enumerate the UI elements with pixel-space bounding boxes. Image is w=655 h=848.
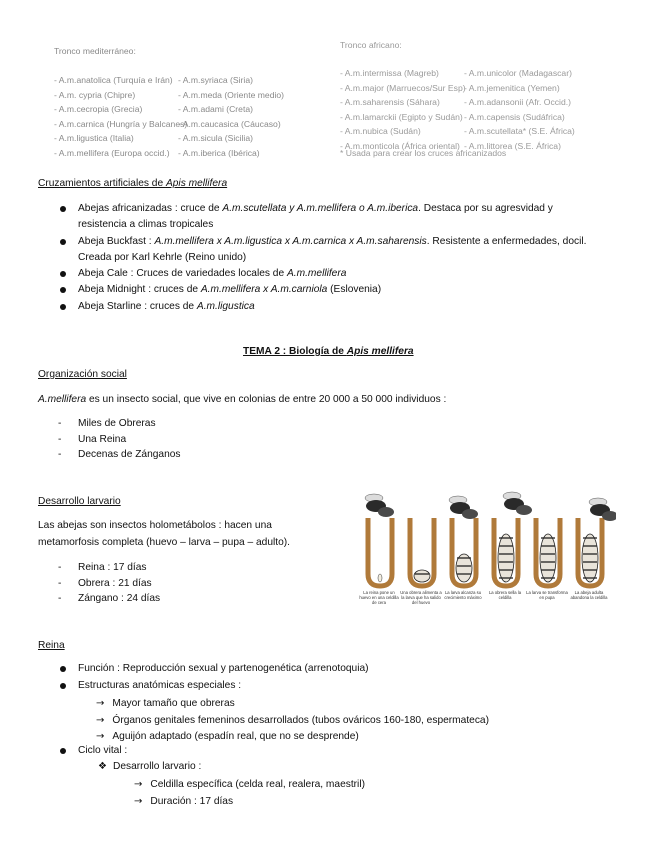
development-time-item: - Zángano : 24 días	[58, 591, 160, 607]
arrow-bullet-icon: →	[96, 698, 105, 709]
bullet-dot-icon	[60, 304, 66, 310]
larva-stage	[540, 534, 556, 582]
subspecies-entry: - A.m.littorea (S.E. África)	[464, 140, 561, 151]
cruce-item: Creada por Karl Kehrle (Reino unido)	[78, 251, 247, 263]
cruce-item: Abeja Buckfast : A.m.mellifera x A.m.ligustica x A.m.carnica x A.m.saharensis. Resistente a enfermedades, docil.	[60, 234, 630, 250]
desarrollo-list	[58, 560, 160, 607]
stage-caption: Una obrera alimenta a la larva que ha salido del huevo	[400, 590, 442, 605]
african-title: Tronco africano:	[340, 40, 402, 50]
subspecies-entry: - A.m.adansonii (Afr. Occid.)	[464, 97, 571, 108]
stage-caption: La abeja adulta abandona la celdilla	[570, 590, 608, 600]
stage-caption: La larva se transforma en pupa	[526, 590, 568, 600]
caste-item: - Decenas de Zánganos	[58, 447, 181, 463]
subspecies-entry: - A.m.caucasica (Cáucaso)	[178, 118, 281, 129]
desarrollo-text2: metamorfosis completa (huevo – larva – pupa – adulto).	[38, 537, 290, 548]
arrow-bullet-icon: →	[134, 795, 143, 807]
stage-caption: La larva alcanza su crecimiento máximo	[444, 590, 482, 600]
reina-heading: Reina	[38, 640, 65, 651]
reina-subsub-list	[134, 777, 365, 810]
reina-feature-item: → Mayor tamaño que obreras	[96, 698, 235, 709]
subspecies-entry: - A.m.adami (Creta)	[178, 104, 253, 115]
reina-feature-item: → Aguijón adaptado (espadín real, que no se desprende)	[96, 731, 359, 742]
development-time-item: - Reina : 17 días	[58, 560, 160, 576]
bullet-dot-icon	[60, 287, 66, 293]
stage-caption: La reina pone un huevo en una celdilla de cera	[359, 590, 399, 605]
subspecies-entry: - A.m.sicula (Sicilia)	[178, 133, 253, 144]
reina-feature-item: → Órganos genitales femeninos desarrollados (tubos ováricos 160-180, espermateca)	[96, 714, 489, 726]
subspecies-entry: - A.m.monticola (África oriental)	[340, 140, 460, 151]
reina-cell-item: → Duración : 17 días	[134, 795, 234, 807]
subspecies-entry: - A.m.anatolica (Turquía e Irán)	[54, 75, 173, 85]
organizacion-heading: Organización social	[38, 369, 127, 380]
cruces-list	[60, 201, 630, 315]
subspecies-entry: - A.m.meda (Oriente medio)	[178, 89, 285, 100]
african-col-b	[464, 66, 594, 154]
bullet-dot-icon	[60, 271, 66, 277]
dash-bullet-icon: -	[58, 433, 62, 445]
arrow-bullet-icon: →	[96, 731, 105, 742]
reina-estructuras: Estructuras anatómicas especiales :	[60, 680, 241, 691]
dash-bullet-icon: -	[58, 418, 62, 429]
organizacion-list	[58, 416, 181, 463]
arrow-bullet-icon: →	[134, 779, 143, 790]
subspecies-entry: - A.m.nubica (Sudán)	[340, 126, 421, 137]
bee-figure	[589, 498, 616, 521]
larva-stage	[498, 534, 514, 582]
subspecies-entry: - A.m.syriaca (Siria)	[178, 75, 253, 85]
egg	[378, 574, 382, 582]
reina-cell-item: → Celdilla específica (celda real, realera, maestril)	[134, 779, 365, 790]
subspecies-entry: - A.m.major (Marruecos/Sur Esp)	[340, 82, 466, 93]
bee-figure	[449, 496, 478, 519]
arrow-bullet-icon: →	[96, 714, 105, 726]
bee-figure	[503, 492, 532, 515]
subspecies-entry: - A.m.lamarckii (Egipto y Sudán)	[340, 111, 463, 122]
subspecies-entry: - A.m.saharensis (Sáhara)	[340, 97, 440, 108]
african-col-a	[340, 66, 465, 154]
caste-item: - Una Reina	[58, 432, 181, 448]
subspecies-entry: - A.m. cypria (Chipre)	[54, 89, 136, 100]
dash-bullet-icon: -	[58, 562, 62, 573]
development-time-item: - Obrera : 21 días	[58, 576, 160, 592]
cruce-item: Abeja Midnight : cruces de A.m.mellifera x A.m.carniola (Eslovenia)	[60, 282, 630, 298]
subspecies-entry: - A.m.capensis (Sudáfrica)	[464, 111, 565, 122]
desarrollo-text1: Las abejas son insectos holometábolos : hacen una	[38, 520, 272, 531]
stage-caption: La obrera sella la celdilla	[488, 590, 522, 600]
bullet-dot-icon	[60, 239, 66, 245]
reina-desarrollo: ❖ Desarrollo larvario :	[98, 761, 202, 772]
caste-item: - Miles de Obreras	[58, 416, 181, 432]
subspecies-entry: - A.m.intermissa (Magreb)	[340, 68, 439, 78]
organizacion-intro: A.mellifera es un insecto social, que vive en colonias de entre 20 000 a 50 000 individuos :	[38, 394, 447, 405]
illustration-captions	[350, 590, 616, 610]
mediterranean-title: Tronco mediterráneo:	[54, 46, 136, 56]
cruce-item: Abeja Starline : cruces de A.m.ligustica	[60, 299, 630, 315]
reina-funcion: Función : Reproducción sexual y partenogenética (arrenotoquia)	[60, 663, 369, 674]
dash-bullet-icon: -	[58, 577, 62, 589]
subspecies-entry: - A.m.jemenitica (Yemen)	[464, 82, 560, 93]
subspecies-entry: - A.m.cecropia (Grecia)	[54, 104, 143, 115]
subspecies-entry: - A.m.scutellata* (S.E. África)	[464, 126, 575, 137]
cruce-item: resistencia a climas tropicales	[78, 219, 214, 231]
subspecies-entry: - A.m.ligustica (Italia)	[54, 133, 134, 144]
reina-ciclo: Ciclo vital :	[60, 745, 127, 756]
tema-title: TEMA 2 : Biología de Apis mellifera	[243, 346, 414, 357]
cruce-item: Abeja Cale : Cruces de variedades locales de A.m.mellifera	[60, 266, 630, 282]
larva-stage	[582, 534, 598, 582]
desarrollo-heading: Desarrollo larvario	[38, 496, 121, 507]
bee-figure	[365, 494, 394, 517]
dash-bullet-icon: -	[58, 449, 62, 460]
subspecies-entry: - A.m.carnica (Hungría y Balcanes)	[54, 118, 188, 129]
cruces-heading: Cruzamientos artificiales de Apis mellifera	[38, 178, 228, 189]
african-footnote: * Usada para crear los cruces africanizados	[340, 148, 507, 158]
mediterranean-col-a	[54, 73, 188, 161]
subspecies-entry: - A.m.mellifera (Europa occid.)	[54, 147, 170, 158]
dash-bullet-icon: -	[58, 593, 62, 604]
subspecies-entry: - A.m.unicolor (Madagascar)	[464, 68, 572, 78]
subspecies-entry: - A.m.iberica (Ibérica)	[178, 147, 260, 158]
bullet-dot-icon	[60, 206, 66, 212]
reina-sub-list	[96, 696, 489, 746]
larva-stage	[414, 570, 430, 582]
diamond-bullet-icon: ❖	[98, 761, 107, 772]
cruce-item: Abejas africanizadas : cruce de A.m.scutellata y A.m.mellifera o A.m.iberica. Destaca por su agresvidad y	[60, 201, 630, 217]
mediterranean-col-b	[178, 73, 308, 161]
